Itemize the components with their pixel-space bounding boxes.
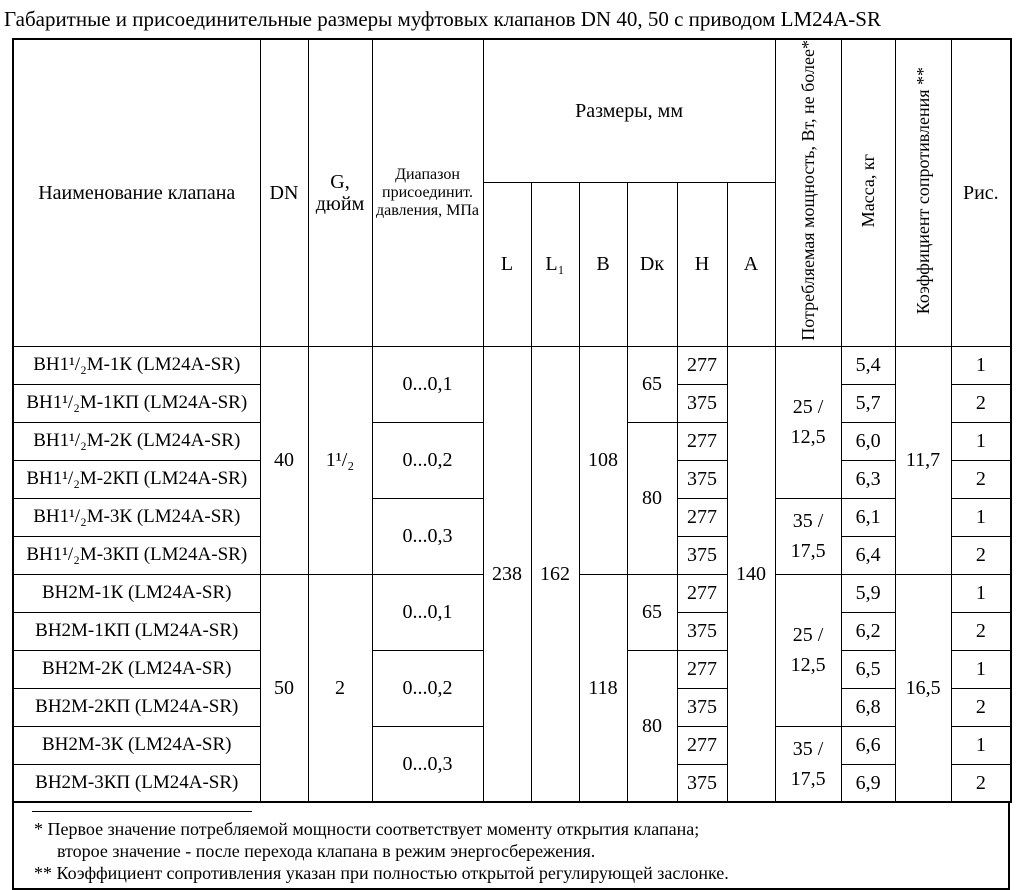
header-A: A	[727, 183, 775, 347]
L-cell: 238	[483, 346, 531, 802]
g-cell: 1¹/₂	[308, 346, 372, 574]
dk-cell: 65	[627, 574, 677, 650]
mass-cell: 6,8	[841, 688, 895, 726]
H-cell: 277	[677, 574, 727, 612]
dk-cell: 80	[627, 422, 677, 574]
power-cell	[775, 346, 841, 498]
header-dimensions: Размеры, мм	[483, 39, 775, 183]
H-cell: 277	[677, 346, 727, 384]
header-pressure: Диапазон присоединит. давления, МПа	[372, 39, 483, 346]
header-dn: DN	[260, 39, 308, 346]
power-cell	[775, 726, 841, 802]
H-cell: 375	[677, 764, 727, 802]
specs-table	[12, 38, 1012, 803]
mass-cell: 6,9	[841, 764, 895, 802]
power-cell	[775, 574, 841, 726]
table-row	[13, 346, 1011, 384]
header-mass-text: Масса, кг	[858, 153, 879, 228]
fig-cell: 2	[951, 384, 1011, 422]
fig-cell: 2	[951, 460, 1011, 498]
mass-cell: 5,4	[841, 346, 895, 384]
A-cell: 140	[727, 346, 775, 802]
mass-cell: 6,5	[841, 650, 895, 688]
dk-cell: 80	[627, 650, 677, 802]
power-value-2: 17,5	[790, 768, 826, 791]
pressure-cell: 0...0,2	[372, 422, 483, 498]
mass-cell: 6,1	[841, 498, 895, 536]
pressure-cell: 0...0,2	[372, 650, 483, 726]
coef-cell: 16,5	[895, 574, 951, 802]
H-cell: 277	[677, 422, 727, 460]
mass-cell: 5,7	[841, 384, 895, 422]
H-cell: 375	[677, 460, 727, 498]
H-cell: 375	[677, 612, 727, 650]
power-cell	[775, 498, 841, 574]
g-cell: 2	[308, 574, 372, 802]
power-value-2: 12,5	[790, 426, 826, 449]
header-fig: Рис.	[951, 39, 1011, 346]
dk-cell: 65	[627, 346, 677, 422]
coef-cell: 11,7	[895, 346, 951, 574]
header-power-text: Потребляемая мощность, Вт, не более*	[798, 40, 819, 341]
power-value-1: 25 /	[792, 624, 824, 647]
H-cell: 277	[677, 726, 727, 764]
mass-cell: 6,3	[841, 460, 895, 498]
H-cell: 375	[677, 384, 727, 422]
valve-name: ВН1¹/₂М-3К (LM24A-SR)	[13, 498, 260, 536]
valve-name: ВН2М-1КП (LM24A-SR)	[13, 612, 260, 650]
valve-name: ВН1¹/₂М-2К (LM24A-SR)	[13, 422, 260, 460]
valve-name: ВН1¹/₂М-1К (LM24A-SR)	[13, 346, 260, 384]
fig-cell: 2	[951, 536, 1011, 574]
H-cell: 277	[677, 650, 727, 688]
B-cell: 108	[579, 346, 627, 574]
valve-name: ВН1¹/₂М-1КП (LM24A-SR)	[13, 384, 260, 422]
pressure-cell: 0...0,3	[372, 498, 483, 574]
mass-cell: 5,9	[841, 574, 895, 612]
H-cell: 277	[677, 498, 727, 536]
dn-cell: 50	[260, 574, 308, 802]
valve-name: ВН1¹/₂М-3КП (LM24A-SR)	[13, 536, 260, 574]
fig-cell: 1	[951, 346, 1011, 384]
fig-cell: 1	[951, 498, 1011, 536]
H-cell: 375	[677, 688, 727, 726]
header-name: Наименование клапана	[13, 39, 260, 346]
valve-name: ВН2М-3КП (LM24A-SR)	[13, 764, 260, 802]
power-value-2: 12,5	[790, 654, 826, 677]
header-L: L	[483, 183, 531, 347]
header-B: B	[579, 183, 627, 347]
header-mass	[841, 39, 895, 346]
fig-cell: 1	[951, 726, 1011, 764]
header-H: H	[677, 183, 727, 347]
specs-table-container	[12, 38, 1010, 890]
header-power	[775, 39, 841, 346]
footnote-power: * Первое значение потребляемой мощности соответствует моменту открытия клапана;	[34, 819, 700, 840]
B-cell: 118	[579, 574, 627, 802]
valve-name: ВН2М-3К (LM24A-SR)	[13, 726, 260, 764]
mass-cell: 6,4	[841, 536, 895, 574]
valve-name: ВН2М-2КП (LM24A-SR)	[13, 688, 260, 726]
mass-cell: 6,0	[841, 422, 895, 460]
pressure-cell: 0...0,3	[372, 726, 483, 802]
header-L1: L₁	[531, 183, 579, 347]
power-value-1: 35 /	[792, 738, 824, 761]
footnote-power-continued: второе значение - после перехода клапана в режим энергосбережения.	[57, 841, 596, 862]
header-Dk: Dк	[627, 183, 677, 347]
H-cell: 375	[677, 536, 727, 574]
mass-cell: 6,2	[841, 612, 895, 650]
fig-cell: 1	[951, 574, 1011, 612]
footnote-separator	[32, 811, 252, 812]
L1-cell: 162	[531, 346, 579, 802]
header-coef-text: Коэффициент сопротивления **	[913, 66, 934, 314]
power-value-2: 17,5	[790, 540, 826, 563]
fig-cell: 2	[951, 612, 1011, 650]
fig-cell: 1	[951, 422, 1011, 460]
pressure-cell: 0...0,1	[372, 346, 483, 422]
fig-cell: 2	[951, 688, 1011, 726]
header-coef	[895, 39, 951, 346]
valve-name: ВН1¹/₂М-2КП (LM24A-SR)	[13, 460, 260, 498]
mass-cell: 6,6	[841, 726, 895, 764]
footnote-coefficient: ** Коэффициент сопротивления указан при полностью открытой регулирующей заслонке.	[34, 863, 729, 884]
valve-name: ВН2М-1К (LM24A-SR)	[13, 574, 260, 612]
fig-cell: 1	[951, 650, 1011, 688]
power-value-1: 35 /	[792, 510, 824, 533]
valve-name: ВН2М-2К (LM24A-SR)	[13, 650, 260, 688]
pressure-cell: 0...0,1	[372, 574, 483, 650]
fig-cell: 2	[951, 764, 1011, 802]
power-value-1: 25 /	[792, 396, 824, 419]
table-title: Габаритные и присоединительные размеры муфтовых клапанов DN 40, 50 с приводом LM24A-SR	[4, 7, 881, 31]
footnotes	[12, 803, 1010, 890]
dn-cell: 40	[260, 346, 308, 574]
header-g: G, дюйм	[308, 39, 372, 346]
